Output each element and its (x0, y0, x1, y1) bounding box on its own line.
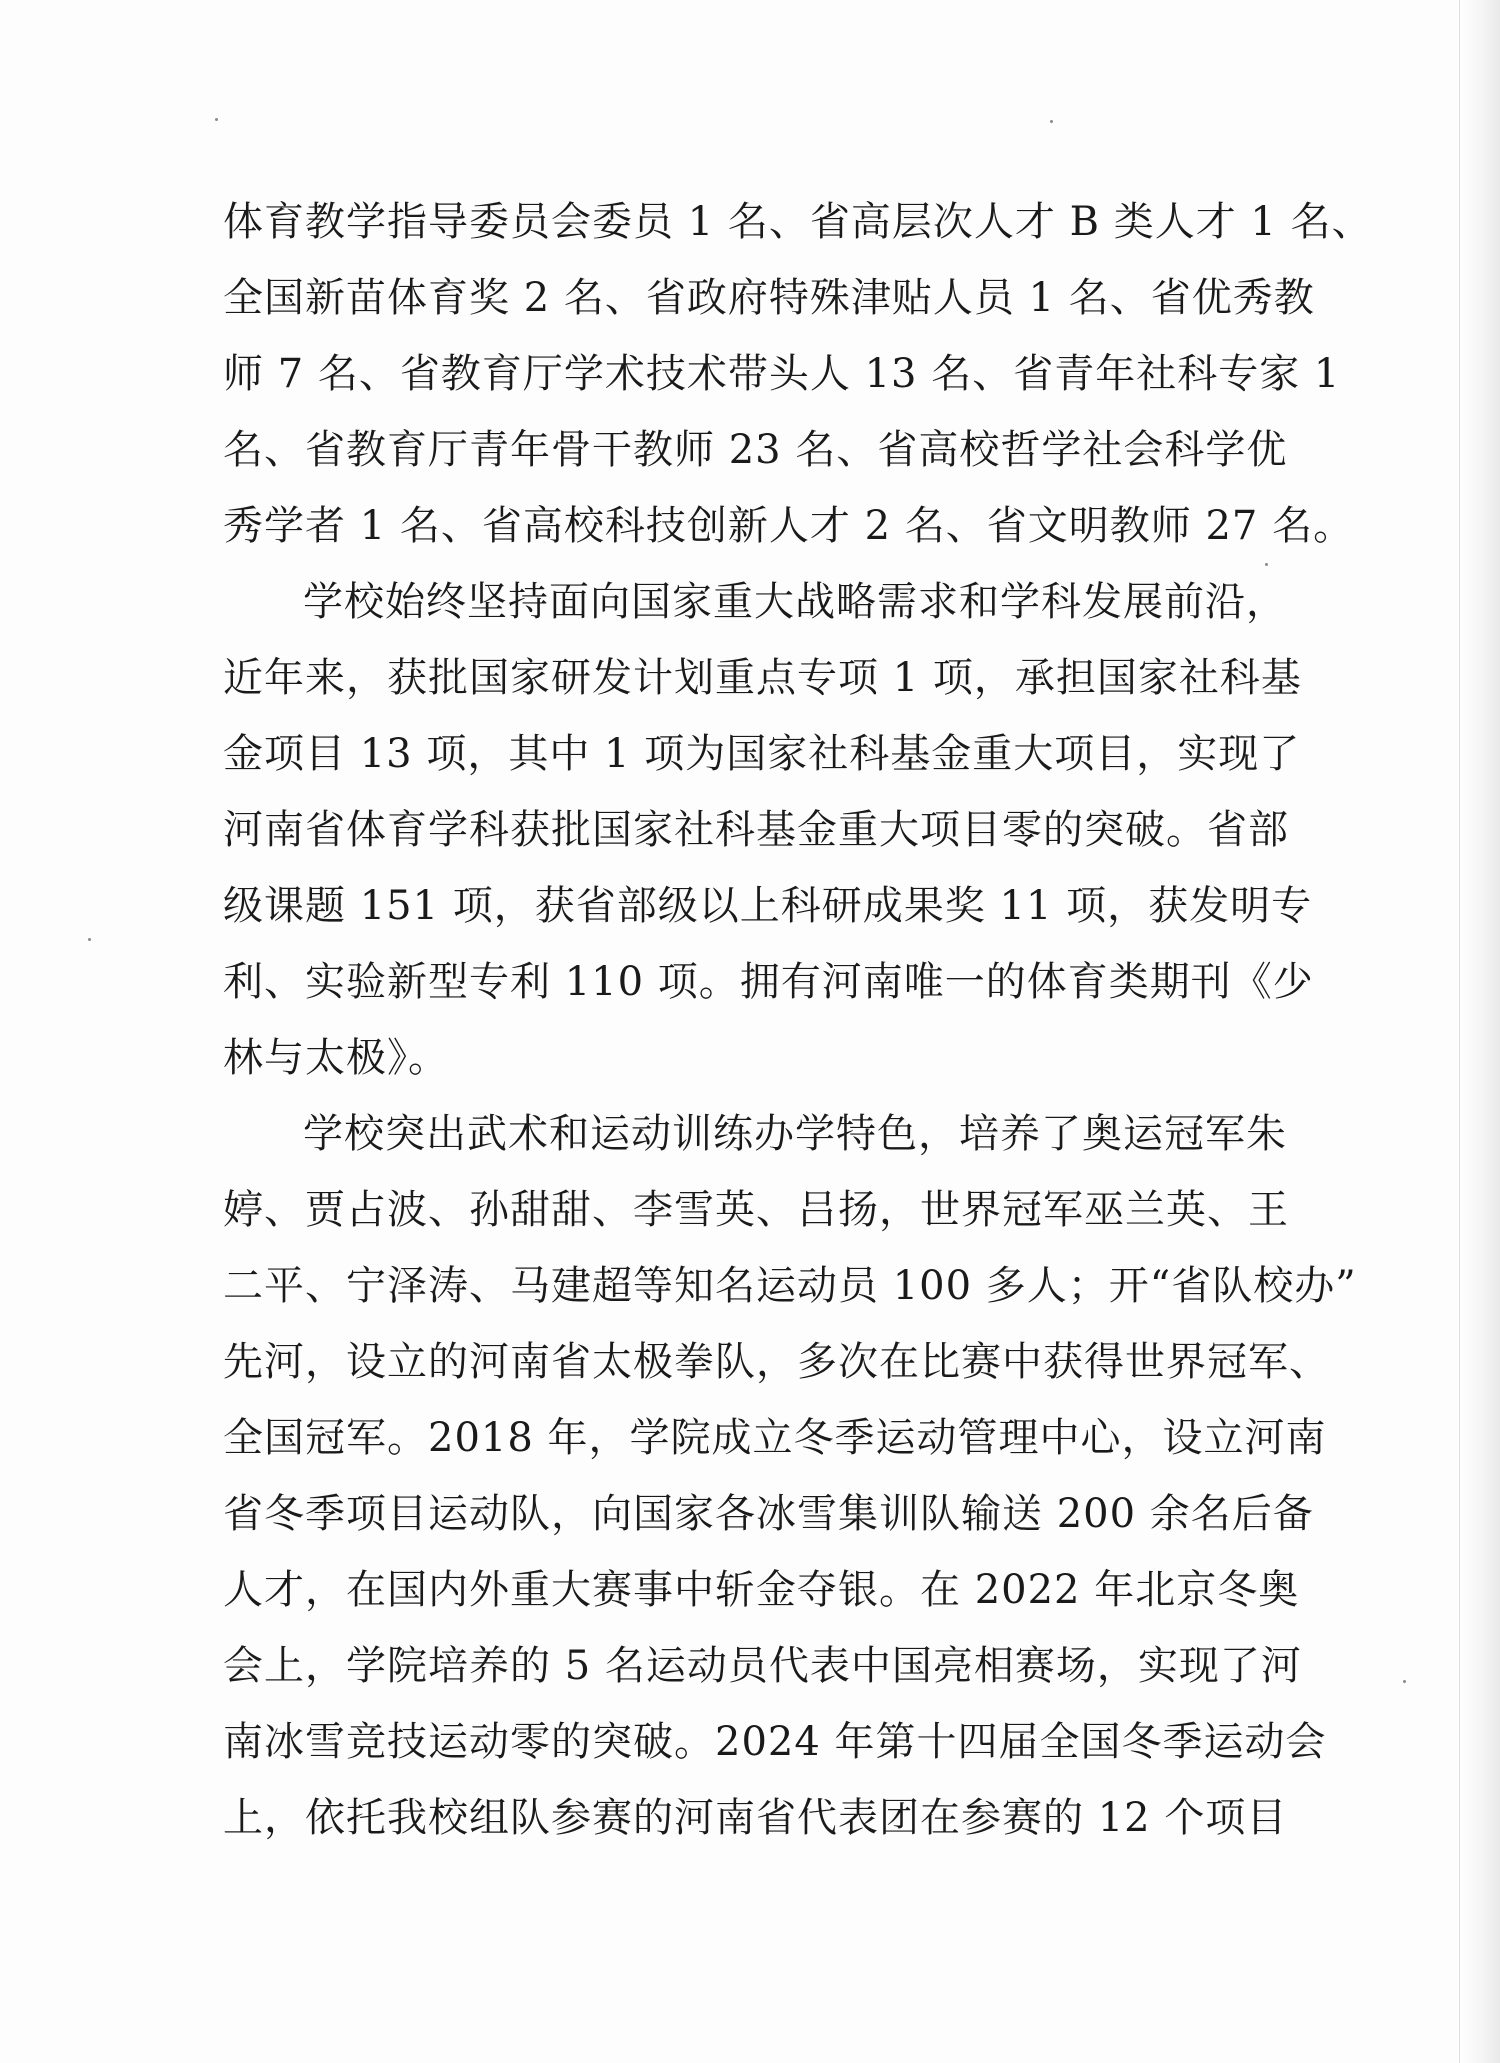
text-line: 近年来，获批国家研发计划重点专项 1 项，承担国家社科基 (223, 655, 1302, 701)
text-line: 利、实验新型专利 110 项。拥有河南唯一的体育类期刊《少 (223, 959, 1314, 1005)
text-line: 全国冠军。2018 年，学院成立冬季运动管理中心，设立河南 (223, 1415, 1327, 1461)
text-line: 学校始终坚持面向国家重大战略需求和学科发展前沿， (303, 579, 1287, 625)
text-line: 会上，学院培养的 5 名运动员代表中国亮相赛场，实现了河 (223, 1643, 1302, 1689)
text-line: 省冬季项目运动队，向国家各冰雪集训队输送 200 余名后备 (223, 1491, 1314, 1537)
text-line: 秀学者 1 名、省高校科技创新人才 2 名、省文明教师 27 名。 (223, 503, 1355, 549)
text-line: 师 7 名、省教育厅学术技术带头人 13 名、省青年社科专家 1 (223, 351, 1341, 397)
text-line: 金项目 13 项，其中 1 项为国家社科基金重大项目，实现了 (223, 731, 1301, 777)
text-line: 体育教学指导委员会委员 1 名、省高层次人才 B 类人才 1 名、 (223, 199, 1373, 245)
scan-speck (1403, 1680, 1406, 1683)
text-line: 上，依托我校组队参赛的河南省代表团在参赛的 12 个项目 (223, 1795, 1288, 1841)
text-line: 名、省教育厅青年骨干教师 23 名、省高校哲学社会科学优 (223, 427, 1288, 473)
text-line: 学校突出武术和运动训练办学特色，培养了奥运冠军朱 (303, 1111, 1287, 1157)
text-line: 婷、贾占波、孙甜甜、李雪英、吕扬，世界冠军巫兰英、王 (223, 1187, 1289, 1233)
text-line: 南冰雪竞技运动零的突破。2024 年第十四届全国冬季运动会 (223, 1719, 1327, 1765)
text-line: 河南省体育学科获批国家社科基金重大项目零的突破。省部 (223, 807, 1289, 853)
text-line: 先河，设立的河南省太极拳队，多次在比赛中获得世界冠军、 (223, 1339, 1330, 1385)
text-line: 级课题 151 项，获省部级以上科研成果奖 11 项，获发明专 (223, 883, 1313, 929)
scan-speck (215, 118, 218, 121)
text-line: 二平、宁泽涛、马建超等知名运动员 100 多人；开“省队校办” (223, 1263, 1357, 1309)
scan-edge-line (1459, 0, 1460, 2063)
text-line: 林与太极》。 (223, 1035, 449, 1081)
scan-speck (88, 938, 91, 941)
scan-edge-shadow (1458, 0, 1500, 2063)
text-line: 人才，在国内外重大赛事中斩金夺银。在 2022 年北京冬奥 (223, 1567, 1300, 1613)
scan-speck (1050, 120, 1053, 123)
body-text (223, 184, 1373, 1856)
text-line: 全国新苗体育奖 2 名、省政府特殊津贴人员 1 名、省优秀教 (223, 275, 1315, 321)
